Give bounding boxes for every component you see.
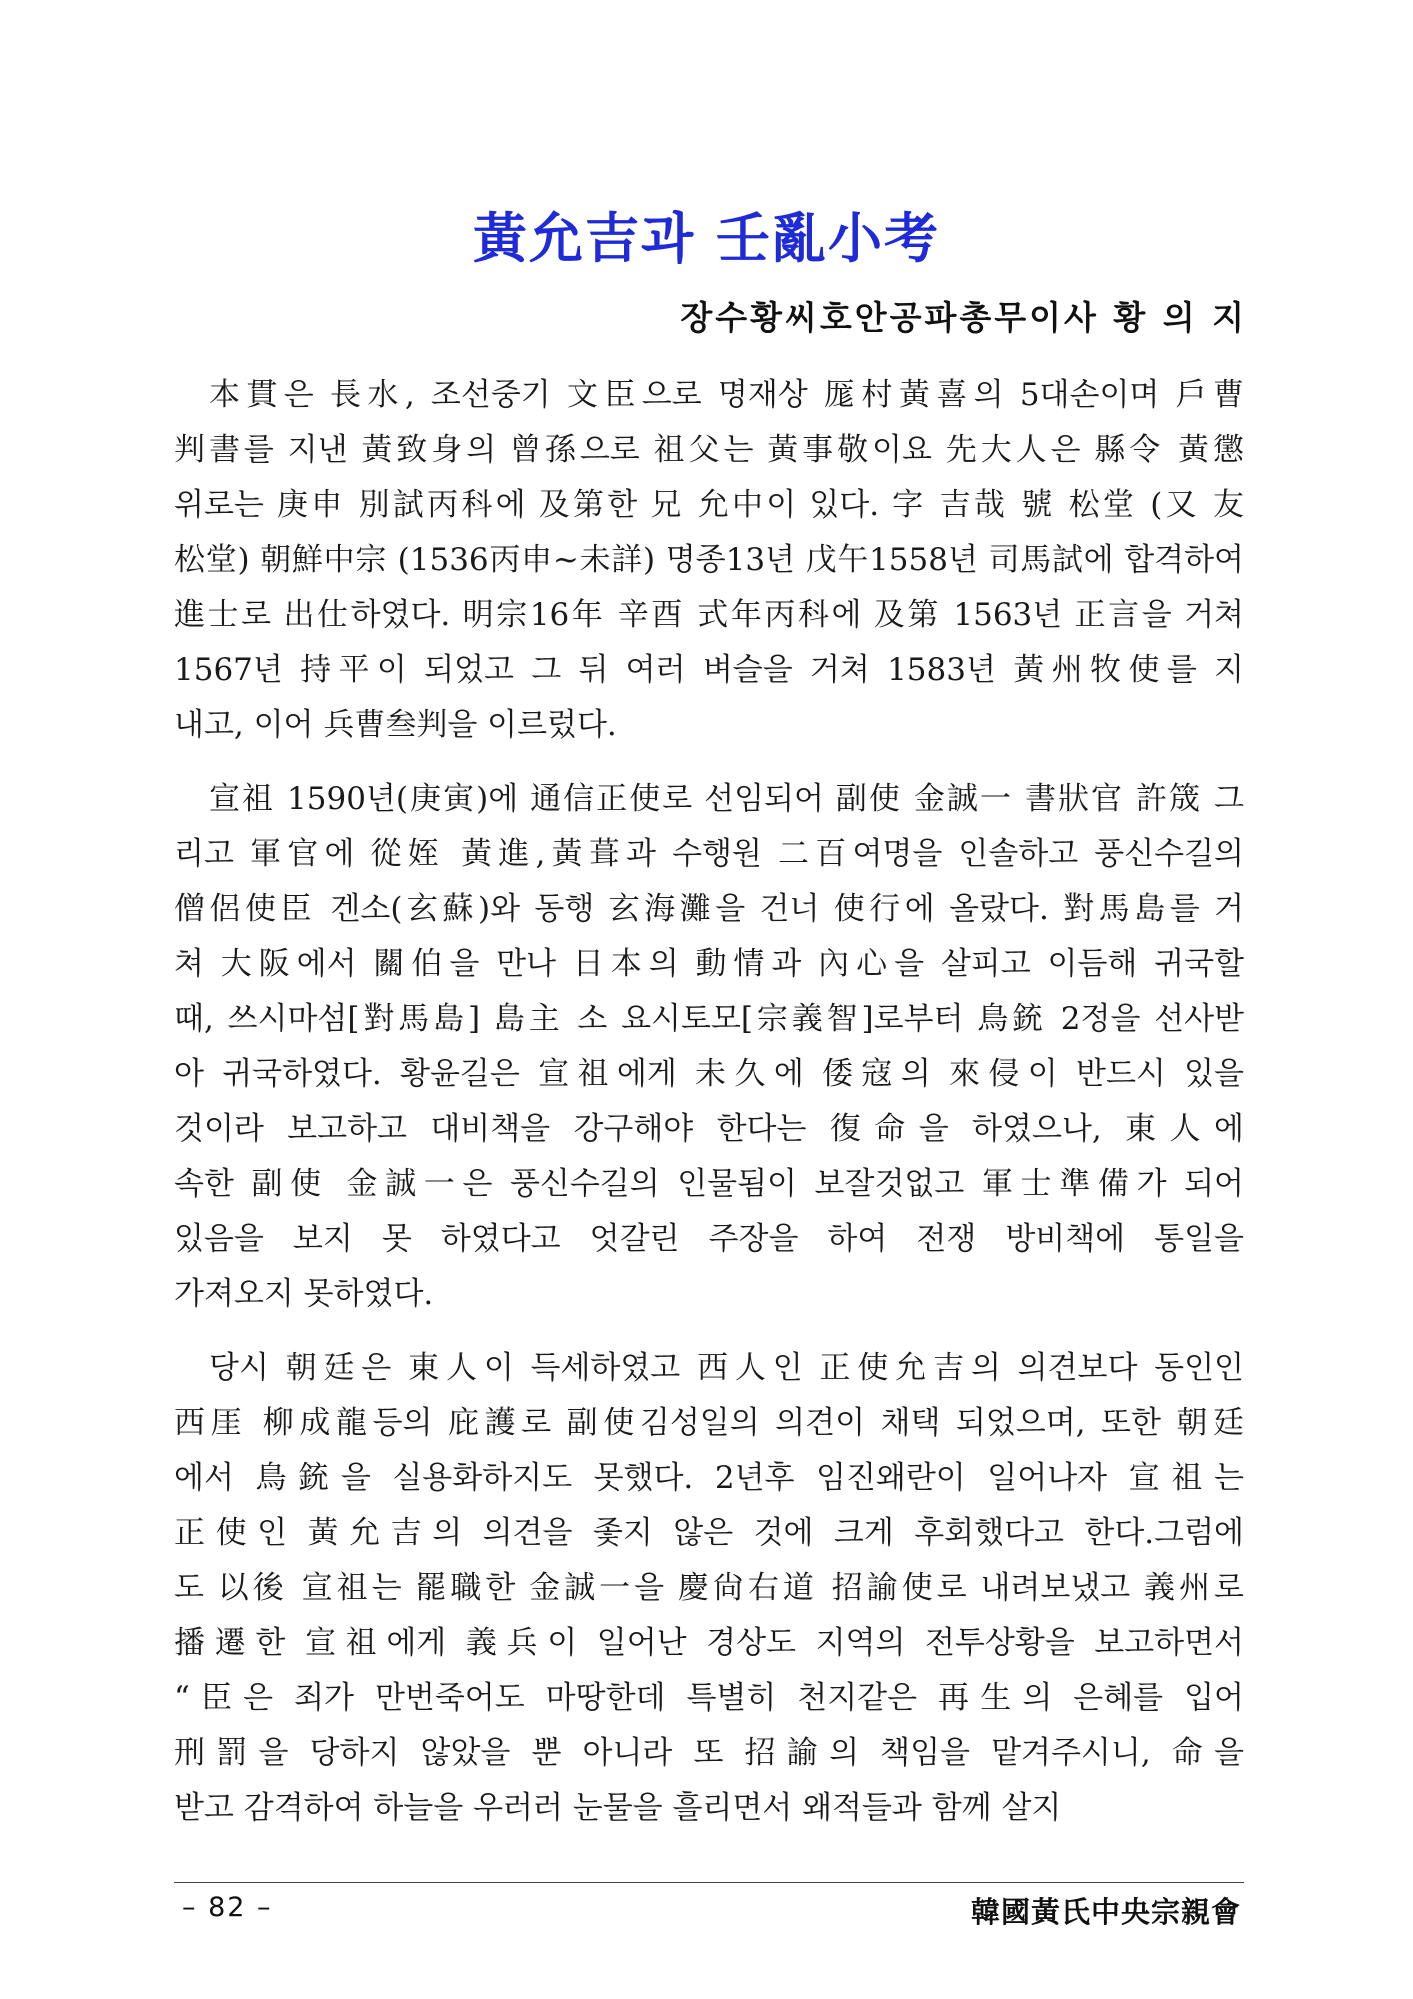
text-line: 西厓 柳成龍등의 庇護로 副使김성일의 의견이 채택 되었으며, 또한 朝廷	[174, 1405, 1244, 1441]
text-line: 도 以後 宣祖는 罷職한 金誠一을 慶尙右道 招諭使로 내려보냈고 義州로	[174, 1570, 1244, 1606]
text-line: 에서 鳥銃을 실용화하지도 못했다. 2년후 임진왜란이 일어나자 宣祖는	[174, 1460, 1244, 1496]
text-line: 받고 감격하여 하늘을 우러러 눈물을 흘리면서 왜적들과 함께 살지	[174, 1790, 1062, 1826]
author-byline: 장수황씨호안공파총무이사 황 의 지	[680, 298, 1247, 337]
text-line: 刑罰을 당하지 않았을 뿐 아니라 또 招諭의 책임을 맡겨주시니, 命을	[174, 1735, 1244, 1771]
text-line: 本貫은 長水, 조선중기 文臣으로 명재상 厖村黃喜의 5대손이며 戶曹	[209, 377, 1244, 413]
text-line: 있음을 보지 못 하였다고 엇갈린 주장을 하여 전쟁 방비책에 통일을	[174, 1221, 1244, 1257]
text-line: 아 귀국하였다. 황윤길은 宣祖에게 未久에 倭寇의 來侵이 반드시 있을	[174, 1056, 1244, 1092]
text-line: 때, 쓰시마섬[對馬島] 島主 소 요시토모[宗義智]로부터 鳥銃 2정을 선사받	[174, 1001, 1244, 1037]
text-line: 正使인 黃允吉의 의견을 좇지 않은 것에 크게 후회했다고 한다.그럼에	[174, 1515, 1244, 1551]
text-line: 당시 朝廷은 東人이 득세하였고 西人인 正使允吉의 의견보다 동인인	[209, 1350, 1244, 1386]
text-line: “臣은 죄가 만번죽어도 마땅한데 특별히 천지같은 再生의 은혜를 입어	[174, 1680, 1244, 1716]
text-line: 리고 軍官에 從姪 黃進,黃葺과 수행원 二百여명을 인솔하고 풍신수길의	[174, 836, 1244, 872]
text-line: 僧侶使臣 겐소(玄蘇)와 동행 玄海灘을 건너 使行에 올랐다. 對馬島를 거	[174, 891, 1244, 927]
text-line: 위로는 庚申 別試丙科에 及第한 兄 允中이 있다. 字 吉哉 號 松堂 (又 友	[174, 487, 1244, 523]
paragraph	[174, 1341, 1244, 1836]
text-line: 1567년 持平이 되었고 그 뒤 여러 벼슬을 거쳐 1583년 黃州牧使를 지	[174, 652, 1244, 688]
paragraph	[174, 772, 1244, 1322]
footer-divider	[174, 1882, 1244, 1883]
text-line: 播遷한 宣祖에게 義兵이 일어난 경상도 지역의 전투상황을 보고하면서	[174, 1625, 1244, 1661]
publisher-name: 韓國黃氏中央宗親會	[970, 1895, 1241, 1929]
page-number: – 82 –	[182, 1892, 273, 1923]
text-line: 속한 副使 金誠一은 풍신수길의 인물됨이 보잘것없고 軍士準備가 되어	[174, 1166, 1244, 1202]
article-body	[174, 368, 1244, 1855]
text-line: 松堂) 朝鮮中宗 (1536丙申~未詳) 명종13년 戊午1558년 司馬試에 합격하여	[174, 542, 1244, 578]
text-line: 쳐 大阪에서 關伯을 만나 日本의 動情과 內心을 살피고 이듬해 귀국할	[174, 946, 1244, 982]
article-title: 黃允吉과 壬亂小考	[473, 207, 940, 270]
text-line: 進士로 出仕하였다. 明宗16年 辛酉 式年丙科에 及第 1563년 正言을 거쳐	[174, 597, 1244, 633]
text-line: 가져오지 못하였다.	[174, 1276, 434, 1312]
text-line: 判書를 지낸 黃致身의 曾孫으로 祖父는 黃事敬이요 先大人은 縣令 黃懲	[174, 432, 1244, 468]
text-line: 것이라 보고하고 대비책을 강구해야 한다는 復命을 하였으나, 東人에	[174, 1111, 1244, 1147]
paragraph	[174, 368, 1244, 753]
text-line: 내고, 이어 兵曹叁判을 이르렀다.	[174, 707, 617, 743]
text-line: 宣祖 1590년(庚寅)에 通信正使로 선임되어 副使 金誠一 書狀官 許筬 그	[209, 781, 1244, 817]
